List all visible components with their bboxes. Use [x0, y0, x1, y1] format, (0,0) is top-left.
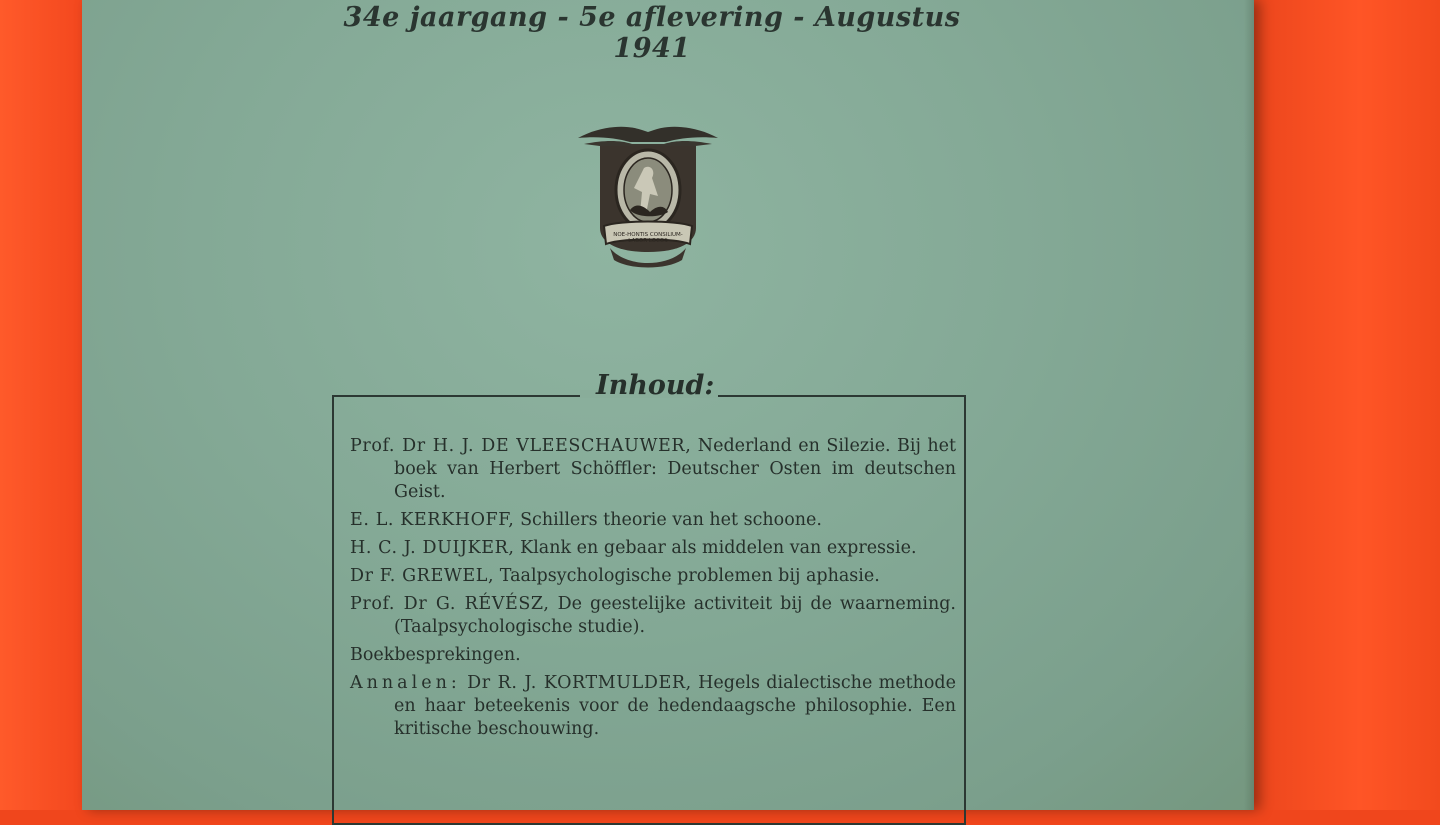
cover-edge: [1244, 0, 1254, 810]
entry-author: E. L. KERKHOFF,: [350, 510, 515, 530]
contents-entry: [350, 435, 956, 504]
journal-cover: [82, 0, 1254, 810]
entry-label: Annalen:: [350, 673, 461, 693]
contents-list: [350, 435, 956, 746]
entry-title: Hegels dialectische methode en haar beteekenis voor de hedendaagsche philosophie. Een kritische beschouwing.: [394, 673, 956, 739]
svg-text:NOE-HONTIS CONSILIUM-: NOE-HONTIS CONSILIUM-: [613, 232, 683, 238]
entry-author: Dr F. GREWEL,: [350, 566, 495, 586]
entry-author: Prof. Dr G. RÉVÉSZ,: [350, 594, 550, 614]
svg-text:LABOR LOCOS: LABOR LOCOS: [628, 238, 668, 244]
entry-title: Klank en gebaar als middelen van expressie.: [520, 538, 917, 558]
contents-entry: [350, 565, 956, 588]
background-left: [0, 0, 90, 810]
entry-title: Nederland en Silezie. Bij het boek van Herbert Schöffler: Deutscher Osten im deutschen Geist.: [394, 436, 956, 502]
entry-title: Taalpsychologische problemen bij aphasie.: [499, 566, 880, 586]
contents-entry: [350, 644, 956, 667]
entry-author: Dr R. J. KORTMULDER,: [467, 673, 692, 693]
contents-entry: [350, 537, 956, 560]
background-right: [1240, 0, 1440, 810]
winged-publisher-emblem-icon: [570, 118, 725, 270]
contents-title: Inhoud:: [596, 370, 715, 401]
contents-entry: [350, 672, 956, 741]
entry-author: Prof. Dr H. J. DE VLEESCHAUWER,: [350, 436, 692, 456]
entry-title: De geestelijke activiteit bij de waarneming. (Taalpsychologische studie).: [394, 594, 956, 637]
entry-author: H. C. J. DUIJKER,: [350, 538, 515, 558]
contents-entry: [350, 593, 956, 639]
entry-title: Schillers theorie van het schoone.: [520, 510, 822, 530]
entry-title: Boekbesprekingen.: [350, 645, 521, 665]
contents-entry: [350, 509, 956, 532]
issue-line: 34e jaargang - 5e aflevering - Augustus 1941: [343, 2, 961, 64]
